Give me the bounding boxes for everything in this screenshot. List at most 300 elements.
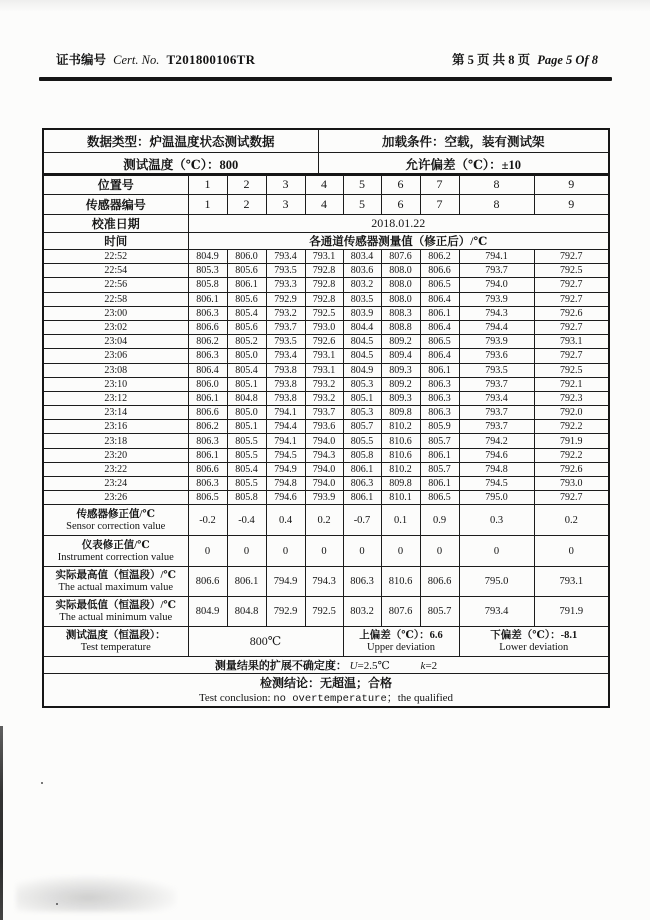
measurement-cell: 793.4	[266, 349, 305, 363]
measurement-cell: 806.1	[420, 363, 459, 377]
value-cell: 792.5	[305, 597, 343, 627]
measurement-cell: 805.8	[227, 491, 266, 505]
reading-row	[43, 264, 609, 278]
measurement-cell: 806.4	[420, 349, 459, 363]
time-cell: 22:54	[43, 264, 188, 278]
value-cell: 4	[305, 195, 343, 215]
measurement-cell: 805.4	[227, 462, 266, 476]
measurement-cell: 805.5	[227, 448, 266, 462]
scan-artifact-dot	[56, 903, 58, 905]
measurement-cell: 793.1	[305, 250, 343, 264]
measurement-cell: 794.4	[266, 420, 305, 434]
measurement-cell: 805.7	[420, 462, 459, 476]
reading-row	[43, 434, 609, 448]
instrument-correction-label: 仪表修正值/℃ Instrument correction value	[43, 536, 188, 567]
time-cell: 22:58	[43, 292, 188, 306]
certificate-number	[56, 50, 259, 68]
measurement-cell: 810.6	[381, 448, 420, 462]
reading-row	[43, 391, 609, 405]
reading-row	[43, 406, 609, 420]
measurement-cell: 804.4	[343, 320, 381, 334]
value-cell: 0.2	[534, 505, 609, 536]
measurement-cell: 794.5	[459, 477, 534, 491]
measurement-cell: 793.9	[305, 491, 343, 505]
header-rule	[39, 77, 612, 81]
value-cell: 5	[343, 174, 381, 195]
lower-deviation-cell: 下偏差（℃）：-8.1 Lower deviation	[459, 627, 609, 657]
cert-label-zh: 证书编号	[56, 53, 107, 67]
value-cell: 806.6	[188, 567, 227, 597]
upper-deviation-cell: 上偏差（℃）：6.6 Upper deviation	[343, 627, 459, 657]
measurement-cell: 808.3	[381, 306, 420, 320]
reading-row	[43, 477, 609, 491]
measurement-cell: 805.7	[343, 420, 381, 434]
value-cell: 793.4	[459, 597, 534, 627]
measurement-cell: 793.7	[459, 406, 534, 420]
measurement-cell: 805.4	[227, 363, 266, 377]
measurement-cell: 806.5	[420, 491, 459, 505]
time-header-row	[43, 233, 609, 250]
value-cell: 806.3	[343, 567, 381, 597]
time-cell: 23:24	[43, 477, 188, 491]
measurement-cell: 806.6	[188, 320, 227, 334]
measurement-cell: 792.7	[534, 491, 609, 505]
measurement-cell: 792.8	[305, 264, 343, 278]
measurement-cell: 794.3	[459, 306, 534, 320]
measurement-cell: 809.2	[381, 377, 420, 391]
measurement-cell: 809.8	[381, 406, 420, 420]
value-cell: 0	[343, 536, 381, 567]
allowed-deviation-cell: 允许偏差（℃）：±10	[318, 153, 609, 176]
measurement-cell: 793.2	[305, 391, 343, 405]
measurement-cell: 794.5	[266, 448, 305, 462]
reading-row	[43, 306, 609, 320]
value-cell: 5	[343, 195, 381, 215]
time-cell: 23:16	[43, 420, 188, 434]
cert-label-en: Cert. No.	[113, 53, 160, 67]
measurement-cell: 793.4	[459, 391, 534, 405]
value-cell: 0	[266, 536, 305, 567]
measurement-cell: 803.4	[343, 250, 381, 264]
measurement-cell: 805.5	[343, 434, 381, 448]
measurement-cell: 794.0	[305, 477, 343, 491]
value-cell: 1	[188, 174, 227, 195]
test-temperature-label: 测试温度（恒温段）： Test temperature	[43, 627, 188, 657]
reading-row	[43, 363, 609, 377]
value-cell: 0.9	[420, 505, 459, 536]
reading-row	[43, 278, 609, 292]
measurement-cell: 794.2	[459, 434, 534, 448]
value-cell: 805.7	[420, 597, 459, 627]
measurement-cell: 806.1	[343, 491, 381, 505]
measurement-cell: 806.2	[188, 420, 227, 434]
measurement-cell: 805.1	[227, 420, 266, 434]
measurement-cell: 792.9	[266, 292, 305, 306]
cert-number-value: T201800106TR	[166, 52, 256, 67]
measurement-cell: 793.7	[459, 377, 534, 391]
uncertainty-statement: 测量结果的扩展不确定度： U=2.5℃ k=2	[43, 657, 609, 674]
value-cell: -0.4	[227, 505, 266, 536]
measurement-cell: 810.6	[381, 434, 420, 448]
time-cell: 23:10	[43, 377, 188, 391]
measurement-cell: 806.3	[188, 434, 227, 448]
uncertainty-row	[43, 657, 609, 674]
measurement-cell: 806.4	[420, 320, 459, 334]
measurement-cell: 791.9	[534, 434, 609, 448]
measurement-cell: 792.6	[534, 462, 609, 476]
measurement-cell: 792.7	[534, 250, 609, 264]
measurement-cell: 793.7	[459, 420, 534, 434]
sensor-number-row	[43, 195, 609, 215]
value-cell: 795.0	[459, 567, 534, 597]
measurement-cell: 793.4	[266, 250, 305, 264]
value-cell: 791.9	[534, 597, 609, 627]
page-indicator-en: Page 5 Of 8	[537, 53, 598, 67]
measurement-cell: 809.3	[381, 363, 420, 377]
value-cell: 4	[305, 174, 343, 195]
measurement-cell: 808.0	[381, 292, 420, 306]
measurement-cell: 806.3	[188, 349, 227, 363]
measurement-cell: 805.1	[227, 377, 266, 391]
measurement-cell: 806.1	[188, 391, 227, 405]
value-cell: 8	[459, 195, 534, 215]
measurement-cell: 806.5	[188, 491, 227, 505]
actual-maximum-row	[43, 567, 609, 597]
conclusion-en: Test conclusion: no overtemperature；the qualified	[198, 691, 454, 705]
measurement-cell: 793.9	[459, 292, 534, 306]
measurement-cell: 793.8	[266, 363, 305, 377]
measurement-cell: 803.2	[343, 278, 381, 292]
value-cell: 6	[381, 174, 420, 195]
scan-artifact-top-noise	[0, 0, 650, 12]
measurement-cell: 806.3	[343, 477, 381, 491]
value-cell: 803.2	[343, 597, 381, 627]
measurement-cell: 805.0	[227, 349, 266, 363]
value-cell: 8	[459, 174, 534, 195]
value-cell: 810.6	[381, 567, 420, 597]
measurement-cell: 792.7	[534, 320, 609, 334]
measurement-cell: 806.1	[188, 448, 227, 462]
measurement-cell: 794.8	[266, 477, 305, 491]
sensor-correction-row	[43, 505, 609, 536]
measurement-cell: 805.5	[227, 434, 266, 448]
measurement-cell: 805.1	[343, 391, 381, 405]
test-conclusion	[43, 674, 609, 708]
value-cell: 2	[227, 174, 266, 195]
value-cell: 807.6	[381, 597, 420, 627]
measurement-cell: 805.6	[227, 320, 266, 334]
calibration-date-label: 校准日期	[43, 215, 188, 233]
measurement-cell: 806.3	[420, 391, 459, 405]
measurement-cell: 794.8	[459, 462, 534, 476]
measurement-cell: 806.3	[420, 377, 459, 391]
measurement-cell: 793.3	[266, 278, 305, 292]
measurement-cell: 794.0	[305, 434, 343, 448]
value-cell: 9	[534, 174, 609, 195]
conclusion-zh: 检测结论：无超温；合格	[259, 675, 392, 690]
measurement-cell: 806.2	[420, 250, 459, 264]
measurement-cell: 803.9	[343, 306, 381, 320]
measurement-cell: 793.0	[305, 320, 343, 334]
time-cell: 23:14	[43, 406, 188, 420]
value-cell: 0	[381, 536, 420, 567]
value-cell: -0.2	[188, 505, 227, 536]
measurement-cell: 793.7	[305, 406, 343, 420]
measurement-cell: 794.0	[305, 462, 343, 476]
measurement-cell: 805.4	[227, 306, 266, 320]
measurement-cell: 809.2	[381, 335, 420, 349]
value-cell: 794.3	[305, 567, 343, 597]
data-type-cell: 数据类型：炉温温度状态测试数据	[43, 129, 318, 153]
sensor-correction-label: 传感器修正值/℃ Sensor correction value	[43, 505, 188, 536]
measurement-cell: 806.6	[188, 462, 227, 476]
value-cell: 792.9	[266, 597, 305, 627]
reading-row	[43, 320, 609, 334]
measurement-cell: 805.8	[343, 448, 381, 462]
measurement-cell: 792.2	[534, 448, 609, 462]
measurement-table	[42, 173, 610, 708]
measurement-cell: 803.5	[343, 292, 381, 306]
measurement-cell: 792.3	[534, 391, 609, 405]
time-cell: 23:02	[43, 320, 188, 334]
time-cell: 23:18	[43, 434, 188, 448]
measurement-cell: 806.5	[420, 335, 459, 349]
measurement-cell: 792.0	[534, 406, 609, 420]
measurement-cell: 793.1	[305, 363, 343, 377]
value-cell: 0	[459, 536, 534, 567]
measurement-cell: 809.8	[381, 477, 420, 491]
calibration-date-row	[43, 215, 609, 233]
measurement-cell: 794.4	[459, 320, 534, 334]
measurement-cell: 806.0	[227, 250, 266, 264]
value-cell: 6	[381, 195, 420, 215]
measurement-cell: 794.6	[459, 448, 534, 462]
measurement-cell: 793.8	[266, 391, 305, 405]
time-cell: 23:22	[43, 462, 188, 476]
measurement-cell: 805.3	[343, 406, 381, 420]
measurement-cell: 794.9	[266, 462, 305, 476]
value-cell: 3	[266, 174, 305, 195]
measurement-cell: 793.1	[534, 335, 609, 349]
measurement-cell: 805.2	[227, 335, 266, 349]
value-cell: 804.9	[188, 597, 227, 627]
value-cell: 1	[188, 195, 227, 215]
measurement-cell: 804.9	[343, 363, 381, 377]
page-indicator	[448, 50, 598, 68]
value-cell: 0.2	[305, 505, 343, 536]
instrument-correction-row	[43, 536, 609, 567]
value-cell: 0	[534, 536, 609, 567]
reading-row	[43, 420, 609, 434]
measurement-cell: 805.0	[227, 406, 266, 420]
scan-artifact-dot	[41, 782, 43, 784]
actual-maximum-label: 实际最高值（恒温段）/℃ The actual maximum value	[43, 567, 188, 597]
measurement-cell: 806.5	[420, 278, 459, 292]
measurement-cell: 793.5	[266, 264, 305, 278]
value-cell: 2	[227, 195, 266, 215]
measurement-cell: 793.5	[459, 363, 534, 377]
measurement-cell: 804.9	[188, 250, 227, 264]
measurement-cell: 793.6	[459, 349, 534, 363]
measurement-cell: 805.7	[420, 434, 459, 448]
measurement-cell: 792.6	[305, 335, 343, 349]
value-cell: 3	[266, 195, 305, 215]
measurement-cell: 806.6	[188, 406, 227, 420]
time-cell: 23:12	[43, 391, 188, 405]
position-label: 位置号	[43, 174, 188, 195]
measurement-cell: 793.2	[305, 377, 343, 391]
measurement-cell: 794.1	[266, 406, 305, 420]
measurement-cell: 795.0	[459, 491, 534, 505]
measurement-cell: 805.8	[188, 278, 227, 292]
measurement-cell: 792.8	[305, 278, 343, 292]
reading-row	[43, 462, 609, 476]
measurement-cell: 808.0	[381, 278, 420, 292]
measurement-cell: 806.3	[420, 406, 459, 420]
measurement-cell: 806.6	[420, 264, 459, 278]
measurement-cell: 794.6	[266, 491, 305, 505]
measurement-cell: 793.1	[305, 349, 343, 363]
measurement-cell: 806.3	[188, 477, 227, 491]
test-temperature-summary-row	[43, 627, 609, 657]
test-temperature-setting-row	[43, 153, 609, 176]
measurement-cell: 793.2	[266, 306, 305, 320]
time-cell: 23:04	[43, 335, 188, 349]
measurement-cell: 805.6	[227, 264, 266, 278]
value-cell: 806.6	[420, 567, 459, 597]
measurement-cell: 810.1	[381, 491, 420, 505]
measurement-cell: 808.0	[381, 264, 420, 278]
page-indicator-zh: 第 5 页 共 8 页	[451, 53, 531, 67]
measurement-cell: 793.9	[459, 335, 534, 349]
actual-minimum-row	[43, 597, 609, 627]
measurement-cell: 805.5	[227, 477, 266, 491]
value-cell: 793.1	[534, 567, 609, 597]
measurement-cell: 805.9	[420, 420, 459, 434]
measurement-cell: 806.1	[188, 292, 227, 306]
measurement-cell: 793.7	[266, 320, 305, 334]
time-cell: 23:26	[43, 491, 188, 505]
measurement-cell: 806.0	[188, 377, 227, 391]
measurement-cell: 806.1	[420, 448, 459, 462]
time-cell: 23:08	[43, 363, 188, 377]
measurement-cell: 792.8	[305, 292, 343, 306]
measurement-cell: 792.5	[534, 264, 609, 278]
measurement-cell: 806.3	[188, 306, 227, 320]
value-cell: 0	[305, 536, 343, 567]
data-type-row	[43, 129, 609, 153]
measurement-cell: 792.2	[534, 420, 609, 434]
measurement-cell: 804.5	[343, 335, 381, 349]
scan-artifact-smudge	[16, 876, 176, 912]
measurement-cell: 803.6	[343, 264, 381, 278]
measurement-cell: 792.6	[534, 306, 609, 320]
measurement-cell: 792.7	[534, 292, 609, 306]
measurement-cell: 806.1	[343, 462, 381, 476]
value-cell: 794.9	[266, 567, 305, 597]
value-cell: 806.1	[227, 567, 266, 597]
measurement-cell: 793.8	[266, 377, 305, 391]
position-number-row	[43, 174, 609, 195]
measurement-cell: 805.6	[227, 292, 266, 306]
time-column-label: 时间	[43, 233, 188, 250]
measurement-cell: 806.4	[188, 363, 227, 377]
measurement-cell: 794.1	[459, 250, 534, 264]
measurement-cell: 792.7	[534, 349, 609, 363]
measurement-cell: 794.3	[305, 448, 343, 462]
measurement-cell: 792.5	[305, 306, 343, 320]
measurement-cell: 808.8	[381, 320, 420, 334]
time-cell: 23:20	[43, 448, 188, 462]
value-cell: 0	[420, 536, 459, 567]
calibration-date-value: 2018.01.22	[188, 215, 609, 233]
reading-row	[43, 335, 609, 349]
reading-row	[43, 377, 609, 391]
test-temperature-value: 800℃	[188, 627, 343, 657]
reading-row	[43, 349, 609, 363]
test-temperature-cell: 测试温度（℃）：800	[43, 153, 318, 176]
measurement-cell: 793.0	[534, 477, 609, 491]
value-cell: 804.8	[227, 597, 266, 627]
measurement-cell: 805.3	[188, 264, 227, 278]
time-cell: 23:00	[43, 306, 188, 320]
measurement-cell: 793.6	[305, 420, 343, 434]
measurement-cell: 806.4	[420, 292, 459, 306]
measurement-cell: 793.5	[266, 335, 305, 349]
scan-artifact-left-edge	[0, 726, 3, 920]
measurement-cell: 804.5	[343, 349, 381, 363]
page-header	[56, 50, 598, 68]
value-cell: 9	[534, 195, 609, 215]
value-cell: 7	[420, 195, 459, 215]
measurement-cell: 792.5	[534, 363, 609, 377]
measurement-cell: 806.2	[188, 335, 227, 349]
value-cell: 0	[227, 536, 266, 567]
measurement-cell: 793.7	[459, 264, 534, 278]
measurement-cell: 810.2	[381, 462, 420, 476]
reading-row	[43, 448, 609, 462]
measurement-cell: 809.4	[381, 349, 420, 363]
value-cell: 0.1	[381, 505, 420, 536]
measurement-cell: 794.0	[459, 278, 534, 292]
reading-row	[43, 250, 609, 264]
measurement-cell: 806.1	[420, 306, 459, 320]
value-cell: 0.4	[266, 505, 305, 536]
measurement-cell: 792.1	[534, 377, 609, 391]
reading-row	[43, 491, 609, 505]
measurement-cell: 794.1	[266, 434, 305, 448]
time-cell: 22:56	[43, 278, 188, 292]
measurement-cell: 805.3	[343, 377, 381, 391]
measurement-cell: 792.7	[534, 278, 609, 292]
measurement-cell: 806.1	[227, 278, 266, 292]
value-cell: -0.7	[343, 505, 381, 536]
time-cell: 23:06	[43, 349, 188, 363]
value-cell: 0	[188, 536, 227, 567]
conditions-table	[42, 128, 610, 176]
measurement-cell: 806.1	[420, 477, 459, 491]
time-cell: 22:52	[43, 250, 188, 264]
measurement-cell: 807.6	[381, 250, 420, 264]
sensor-number-label: 传感器编号	[43, 195, 188, 215]
measurement-cell: 804.8	[227, 391, 266, 405]
channel-values-label: 各通道传感器测量值（修正后）/℃	[188, 233, 609, 250]
conclusion-row	[43, 674, 609, 708]
actual-minimum-label: 实际最低值（恒温段）/℃ The actual minimum value	[43, 597, 188, 627]
measurement-cell: 809.3	[381, 391, 420, 405]
load-condition-cell: 加载条件：空载，装有测试架	[318, 129, 609, 153]
value-cell: 0.3	[459, 505, 534, 536]
